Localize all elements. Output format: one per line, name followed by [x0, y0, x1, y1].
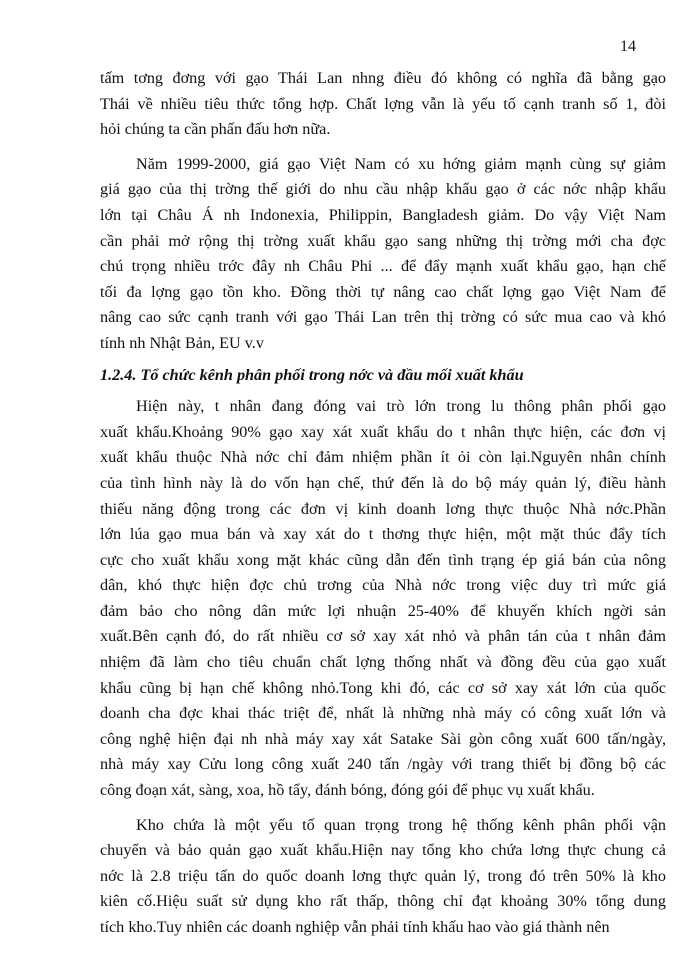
- page-number: 14: [620, 38, 636, 55]
- text-line: giá gạo của thị trờng thế giới do nhu cầu nhập khẩu gạo ở các nớc nhập khẩu: [100, 180, 666, 199]
- text-line: Kho chứa là một yếu tố quan trọng trong hệ thống kênh phân phối vận: [136, 815, 666, 834]
- text-line: của tình hình này là do vốn hạn chế, thứ đến là do bộ máy quản lý, điều hành: [100, 473, 666, 492]
- text-line: nhiệm đã làm cho tiêu chuẩn chất lợng thống nhất và đồng đều của gạo xuất: [100, 653, 666, 672]
- text-line: tối đa lợng gạo tồn kho. Đồng thời tự nâng cao chất lợng gạo Việt Nam để: [100, 282, 666, 301]
- text-line: kiên cố.Hiệu suất sử dụng kho rất thấp, thông chỉ đạt khoảng 30% tổng dung: [100, 892, 666, 911]
- paragraph-3: [100, 394, 666, 804]
- text-line: cực cho xuất khẩu xong mặt khác cũng dẫn đến tình trạng ép giá bán của nông: [100, 550, 666, 569]
- text-line: Năm 1999-2000, giá gạo Việt Nam có xu hớng giảm mạnh cùng sự giảm: [136, 154, 666, 173]
- text-line: khẩu cũng bị hạn chế không nhỏ.Tong khi đó, các cơ sở xay xát lớn của quốc: [100, 678, 666, 697]
- text-line: tấm tơng đơng với gạo Thái Lan nhng điều đó không có nghĩa đã bằng gạo: [100, 69, 666, 87]
- text-line: Hiện này, t nhân đang đóng vai trò lớn trong lu thông phân phối gạo: [136, 397, 666, 416]
- text-line: tích kho.Tuy nhiên các doanh nghiệp vẫn phải tính khấu hao vào giá thành nên: [100, 918, 610, 936]
- text-line: Thái về nhiều tiêu thức tổng hợp. Chất lợng vẫn là yếu tố cạnh tranh số 1, đòi: [100, 94, 666, 113]
- text-line: nớc là 2.8 triệu tấn do quốc doanh lơng thực quản lý, trong đó trên 50% là kho: [100, 866, 666, 885]
- text-line: đảm bảo cho nông dân mức lợi nhuận 25-40% để khuyến khích ngời sản: [100, 601, 666, 620]
- text-line: xuất khẩu.Khoảng 90% gạo xay xát xuất khẩu do t nhân thực hiện, các đơn vị: [100, 422, 666, 441]
- text-line: hỏi chúng ta cần phấn đấu hơn nữa.: [100, 120, 331, 139]
- text-line: nhà máy xay Cửu long công xuất 240 tấn /ngày với trang thiết bị đồng bộ các: [100, 755, 666, 774]
- paragraph-4: [100, 813, 666, 941]
- paragraph-2: [100, 152, 666, 357]
- text-line: thiếu năng động trong các đơn vị kinh doanh lơng thực thuộc Nhà nớc.Phần: [100, 499, 666, 518]
- text-line: cần phải mở rộng thị trờng xuất khẩu gạo sang những thị trờng mới cha đợc: [100, 231, 666, 250]
- text-line: công nghệ hiện đại nh nhà máy xay xát Satake Sài gòn công xuất 600 tấn/ngày,: [100, 729, 666, 748]
- text-line: chú trọng nhiều trớc đây nh Châu Phi ... để đẩy mạnh xuất khẩu gạo, hạn chế: [100, 257, 666, 276]
- text-line: dân, khó thực hiện đợc chủ trơng của Nhà nớc trong việc duy trì mức giá: [100, 576, 666, 595]
- text-line: tính nh Nhật Bản, EU v.v: [100, 333, 264, 352]
- page-content: [100, 66, 666, 941]
- section-heading: 1.2.4. Tổ chức kênh phân phối trong nớc và đầu mối xuất khẩu: [100, 365, 524, 384]
- text-line: lớn lúa gạo mua bán và xay xát do t thơng thực hiện, một mặt thúc đẩy tích: [100, 525, 666, 544]
- text-line: xuất khẩu thuộc Nhà nớc chỉ đảm nhiệm phần ít ỏi còn lại.Nguyên nhân chính: [100, 448, 666, 467]
- text-line: xuất.Bên cạnh đó, do rất nhiều cơ sở xay xát nhỏ và phân tán của t nhân đảm: [100, 627, 666, 646]
- paragraph-1: [100, 66, 666, 143]
- text-line: chuyển và bảo quản gạo xuất khẩu.Hiện nay tổng kho chứa lơng thực chung cả: [100, 841, 666, 860]
- text-line: nâng cao sức cạnh tranh với gạo Thái Lan trên thị trờng có sức mua cao và khó: [100, 308, 666, 327]
- text-line: lớn tại Châu Á nh Indonexia, Philippin, Bangladesh giảm. Do vậy Việt Nam: [100, 205, 666, 224]
- text-line: doanh cha đợc khai thác triệt để, nhất là những nhà máy có công xuất lớn và: [100, 704, 666, 723]
- text-line: công đoạn xát, sàng, xoa, hồ tẩy, đánh bóng, đóng gói để phục vụ xuất khẩu.: [100, 781, 595, 800]
